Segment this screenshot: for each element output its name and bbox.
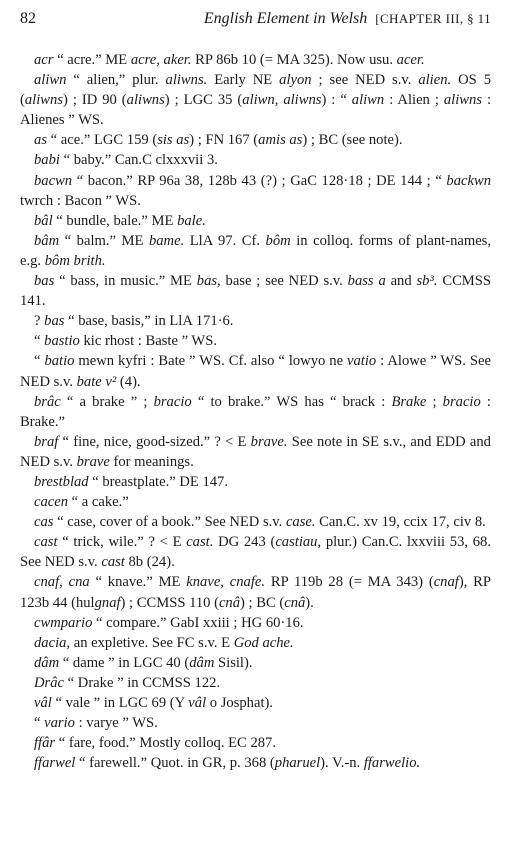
entry-italic-text: Brake: [391, 393, 427, 410]
entry-italic-text: bastio: [44, 333, 80, 350]
entry-text: : Alien ;: [384, 92, 444, 109]
entry-text: “ Drake ” in CCMSS 122.: [64, 674, 221, 691]
entry-text: “ knave.” ME: [89, 574, 187, 591]
entry-text: “: [34, 715, 45, 732]
entry-text: and: [385, 273, 417, 290]
entry-italic-text: sb³.: [416, 273, 438, 290]
glossary-entry: [20, 713, 491, 733]
entry-text: “ base, basis,” in LlA 171·6.: [64, 313, 234, 330]
entry-italic-text: vario: [44, 715, 75, 732]
entry-headword: bas: [34, 273, 55, 290]
entry-italic-text: cast.: [186, 534, 214, 551]
entry-italic-text: amis as: [258, 132, 303, 149]
entry-italic-text: aliwn, aliwns: [242, 92, 322, 109]
entry-headword: vâl: [34, 695, 52, 711]
entry-italic-text: bale.: [177, 212, 206, 229]
entry-headword: bacwn: [34, 172, 73, 189]
entry-headword: brâc: [34, 393, 61, 410]
glossary-entry: [20, 653, 491, 673]
entry-text: “ vale ” in LGC 69 (Y: [51, 695, 189, 711]
entry-italic-text: brave.: [250, 433, 288, 450]
glossary-entry: [20, 392, 491, 432]
glossary-entry: [20, 753, 491, 773]
entry-text: ) : “: [321, 92, 352, 109]
entry-headword: cwmpario: [34, 614, 93, 631]
entry-text: OS 5 (: [20, 72, 492, 109]
entry-text: RP 86b 10 (= MA 325). Now usu.: [191, 52, 397, 68]
entry-italic-text: castiau,: [275, 534, 322, 551]
entry-italic-text: bôm: [265, 232, 291, 249]
entry-text: ?: [34, 313, 45, 330]
entry-text: “ case, cover of a book.” See NED s.v.: [53, 514, 286, 531]
entry-italic-text: knave, cnafe.: [186, 574, 266, 591]
glossary-entry: [20, 673, 491, 693]
entry-text: : Alowe ” WS. See NED s.v.: [20, 353, 491, 390]
glossary-entry: [20, 432, 491, 472]
entry-headword: cas: [34, 514, 54, 531]
entry-headword: ffarwel: [34, 755, 76, 772]
entry-text: “: [34, 333, 45, 350]
entry-text: base ; see NED s.v.: [220, 273, 348, 290]
entry-text: “ fare, food.” Mostly colloq. EC 287.: [55, 735, 276, 752]
entry-text: o Josphat).: [206, 695, 274, 711]
entry-text: “ compare.” GabI xxiii ; HG 60·16.: [92, 614, 304, 631]
entry-italic-text: brave: [76, 453, 110, 470]
entry-headword: dâm: [34, 654, 60, 671]
entry-text: “ bacon.” RP 96a 38, 128b 43 (?) ; GaC 128·18 ; DE 144 ; “: [72, 172, 447, 189]
chapter-ref: [CHAPTER III, § 11: [375, 11, 491, 26]
entry-text: ) ; CCMSS 110 (: [120, 594, 219, 611]
entry-italic-text: bass a: [347, 273, 386, 290]
entry-italic-text: cnâ: [218, 594, 241, 611]
glossary-entry: [20, 492, 491, 512]
entry-text: mewn kyfri : Bate ” WS. Cf. also “ lowyo ne: [74, 353, 348, 370]
glossary-entry: [20, 130, 491, 150]
entry-italic-text: backwn: [446, 172, 491, 189]
entry-text: RP 119b 28 (= MA 343) (: [265, 574, 434, 591]
entry-text: twrch : Bacon ” WS.: [20, 192, 141, 209]
glossary-entry: [20, 633, 491, 653]
glossary-entry: [20, 271, 491, 311]
entry-text: ) ; ID 90 (: [63, 92, 127, 109]
entry-text: “ a cake.”: [68, 494, 129, 511]
entry-italic-text: bracio: [442, 393, 481, 410]
running-header: [20, 10, 491, 32]
entry-italic-text: acer.: [396, 52, 425, 68]
entry-text: “ dame ” in LGC 40 (: [59, 654, 190, 671]
entry-italic-text: acre, aker.: [130, 52, 192, 68]
entry-italic-text: vatio: [347, 353, 377, 370]
glossary-entry: [20, 512, 491, 532]
entry-text: ) ; BC (: [240, 594, 285, 611]
entry-text: an expletive. See FC s.v. E: [70, 634, 234, 651]
entry-text: “ fine, nice, good-sized.” ? < E: [58, 433, 251, 450]
entry-headword: acr: [34, 52, 54, 68]
entry-headword: cnaf, cna: [34, 574, 90, 591]
entry-italic-text: bôm brith.: [44, 252, 106, 269]
entry-text: “ balm.” ME: [59, 232, 149, 249]
entry-text: ). V.-n.: [320, 755, 364, 772]
entry-italic-text: bas,: [196, 273, 221, 290]
entry-text: “ a brake ” ;: [60, 393, 154, 410]
entry-headword: bâm: [34, 232, 60, 249]
entry-italic-text: aliwns: [443, 92, 482, 109]
entry-headword: brestblad: [34, 473, 89, 490]
entry-italic-text: cnaf: [433, 574, 459, 591]
entry-text: “ breastplate.” DE 147.: [88, 473, 228, 490]
entry-italic-text: vâl: [188, 695, 207, 711]
entry-italic-text: sis as: [157, 132, 190, 149]
entry-text: “ ace.” LGC 159 (: [46, 132, 158, 149]
entry-text: (4).: [116, 373, 141, 390]
glossary-entry: [20, 171, 491, 211]
entry-text: “ to brake.” WS has “ brack :: [191, 393, 392, 410]
entry-italic-text: batio: [44, 353, 75, 370]
entry-text: in colloq. forms of plant-names, e.g.: [20, 232, 491, 269]
glossary-entry: [20, 532, 491, 572]
entry-italic-text: God ache.: [233, 634, 294, 651]
entry-italic-text: dâm: [189, 654, 215, 671]
entry-text: Sisil).: [214, 654, 253, 671]
entry-text: “ alien,” plur.: [66, 72, 166, 89]
entry-text: ) ; FN 167 (: [189, 132, 259, 149]
entry-headword: cast: [34, 534, 58, 551]
glossary-entry: [20, 693, 491, 713]
glossary-entry: [20, 331, 491, 351]
entry-text: ; see NED s.v.: [311, 72, 419, 89]
entry-headword: as: [34, 132, 47, 149]
entry-italic-text: aliwns: [126, 92, 165, 109]
entry-headword: dacia,: [34, 634, 71, 651]
page-number: 82: [20, 10, 36, 27]
entry-text: See note in SE s.v., and EDD and NED s.v.: [20, 433, 491, 470]
entry-headword: aliwn: [34, 72, 67, 89]
entry-italic-text: case.: [285, 514, 316, 531]
entry-text: plur.) Can.C. lxxviii 53, 68. See NED s.v.: [20, 534, 491, 571]
entry-italic-text: aliwns: [24, 92, 63, 109]
entry-headword: Drâc: [34, 674, 64, 691]
glossary-entry: [20, 211, 491, 231]
glossary-entry: [20, 572, 491, 612]
entry-italic-text: alien.: [418, 72, 452, 89]
entry-text: “ acre.” ME: [53, 52, 131, 68]
entry-text: 8b (24).: [124, 554, 175, 571]
running-title: English Element in Welsh: [203, 10, 368, 27]
entry-text: ;: [426, 393, 443, 410]
entry-text: ) ; BC (see note).: [302, 132, 403, 149]
entry-italic-text: ffarwelio.: [363, 755, 421, 772]
glossary-entry: [20, 311, 491, 331]
entry-text: ).: [305, 594, 314, 611]
entry-text: : Brake.”: [20, 393, 491, 430]
glossary-entry: [20, 613, 491, 633]
entry-text: ), RP 123b 44 (hul: [20, 574, 492, 611]
entry-italic-text: cnâ: [284, 594, 306, 611]
entry-headword: babi: [34, 152, 60, 169]
entry-text: : Alienes ” WS.: [20, 92, 492, 129]
entry-italic-text: bame.: [148, 232, 185, 249]
glossary-entry: [20, 733, 491, 753]
entry-text: : varye ” WS.: [74, 715, 158, 732]
entry-headword: ffâr: [34, 735, 56, 752]
entry-italic-text: cast: [101, 554, 125, 571]
entry-text: “: [34, 353, 45, 370]
entry-headword: bâl: [34, 212, 53, 229]
entry-text: “ bundle, bale.” ME: [52, 212, 178, 229]
glossary-entry: [20, 231, 491, 271]
glossary-entry: [20, 351, 491, 391]
entry-headword: braf: [34, 433, 59, 450]
entry-text: kic rhost : Baste ” WS.: [79, 333, 217, 350]
entry-headword: cacen: [34, 494, 69, 511]
entry-italic-text: alyon: [279, 72, 312, 89]
entry-text: DG 243 (: [213, 534, 276, 551]
entry-italic-text: bracio: [153, 393, 192, 410]
entry-italic-text: pharuel: [274, 755, 321, 772]
entry-text: CCMSS 141.: [20, 273, 492, 310]
entry-italic-text: aliwns.: [165, 72, 208, 89]
glossary-entries: [20, 50, 491, 773]
entry-italic-text: gnaf: [94, 594, 121, 611]
glossary-entry: [20, 70, 491, 130]
entry-text: “ trick, wile.” ? < E: [57, 534, 187, 551]
entry-italic-text: bas: [44, 313, 65, 330]
glossary-entry: [20, 50, 491, 70]
entry-text: “ baby.” Can.C clxxxvii 3.: [59, 152, 218, 169]
entry-text: “ bass, in music.” ME: [54, 273, 197, 290]
entry-text: Can.C. xv 19, ccix 17, civ 8.: [315, 514, 486, 531]
glossary-entry: [20, 472, 491, 492]
entry-text: for meanings.: [109, 453, 194, 470]
entry-text: LlA 97. Cf.: [184, 232, 266, 249]
entry-text: “ farewell.” Quot. in GR, p. 368 (: [75, 755, 275, 772]
glossary-entry: [20, 150, 491, 170]
entry-italic-text: bate v²: [76, 373, 117, 390]
entry-italic-text: aliwn: [351, 92, 385, 109]
entry-text: Early NE: [207, 72, 280, 89]
entry-text: ) ; LGC 35 (: [164, 92, 243, 109]
